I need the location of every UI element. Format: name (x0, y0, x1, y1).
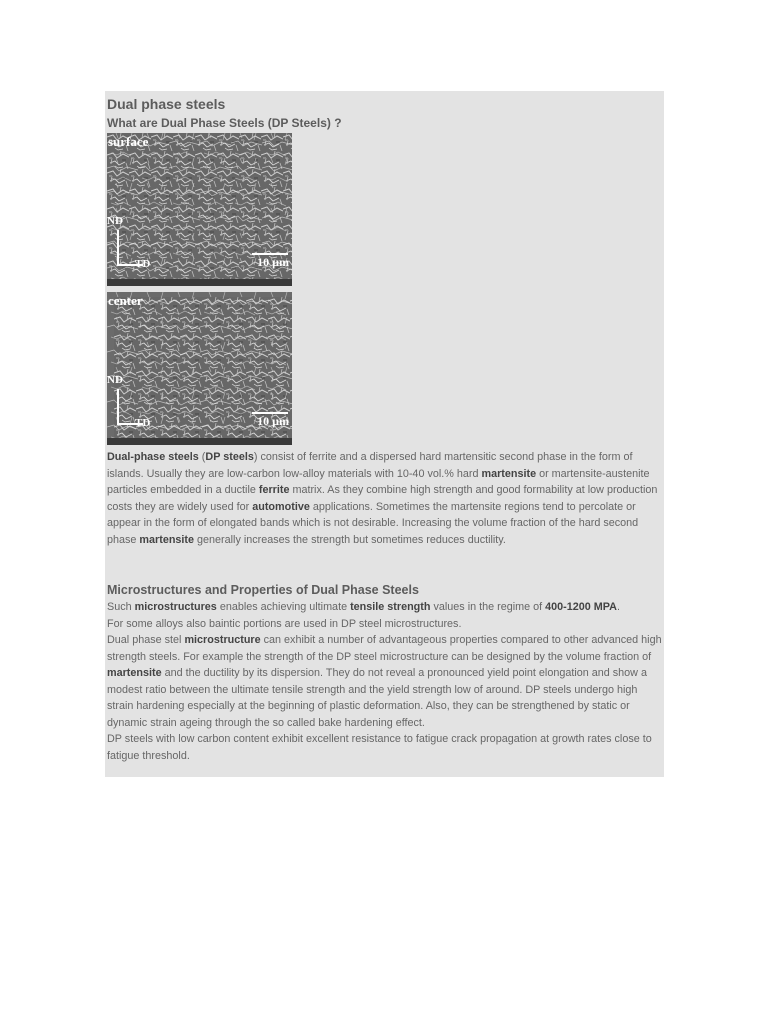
term-martensite: martensite (107, 667, 162, 679)
term-martensite: martensite (481, 467, 537, 480)
micrograph-surface (107, 133, 292, 286)
info-strip (107, 438, 292, 445)
axis-td-label: TD (135, 417, 151, 429)
page-title: Dual phase steels (107, 96, 226, 112)
text-run: can exhibit a number of advantageous properties compared to other advanced high strength steels. For example the strength of the DP steel microstructure can be designed by the volume fraction of (107, 634, 662, 663)
text-run: or martensite-austenite particles embedded in a ductile (107, 467, 650, 496)
section-heading: Microstructures and Properties of Dual Phase Steels (107, 583, 419, 597)
properties-paragraph (107, 599, 663, 764)
intro-paragraph (107, 449, 663, 548)
scale-label: 10 µm (257, 255, 289, 269)
text-run: generally increases the strength but sometimes reduces ductility. (194, 533, 506, 546)
text-run: DP steels with low carbon content exhibit excellent resistance to fatigue crack propagation at growth rates close to fatigue threshold. (107, 733, 652, 762)
text-run: applications. Sometimes the martensite regions tend to percolate or appear in the form of elongated bands which is not desirable. Increasing the volume fraction of the hard second phase (107, 500, 639, 546)
term-automotive: automotive (252, 500, 310, 513)
page-subtitle: What are Dual Phase Steels (DP Steels) ? (107, 116, 342, 130)
text-run: ( (198, 451, 206, 463)
micrograph-tag: center (108, 293, 143, 308)
text-run: Such (107, 601, 135, 613)
axis-arrow-vertical (117, 230, 119, 266)
text-run: and the ductility by its dispersion. They do not reveal a pronounced yield point elongation and show a modest ratio between the ultimate tensile strength and the yield strength low of around. DP steels undergo high strain hardening especially at the beginning of plastic deformation. Also, they can be strengthened by static or dynamic strain ageing through the so called bake hardening effect. (107, 667, 647, 729)
text-run: enables achieving ultimate (216, 601, 351, 613)
axis-nd-label: ND (107, 215, 123, 227)
micrograph-tag: surface (108, 134, 149, 149)
text-run: For some alloys also baintic portions are used in DP steel microstructures. (107, 617, 462, 630)
text-run: values in the regime of (430, 601, 546, 613)
text-run: Dual phase stel (107, 634, 185, 646)
term-ferrite: ferrite (258, 484, 290, 496)
axis-td-label: TD (135, 258, 151, 270)
term-tensile-strength: tensile strength (350, 601, 431, 613)
term-microstructures: microstructures (134, 601, 217, 613)
text-run: matrix. As they combine high strength and good formability at low production costs they are widely used for (107, 484, 658, 513)
term-dp-steels: DP steels (205, 451, 254, 463)
term-martensite: martensite (139, 533, 195, 546)
info-strip (107, 279, 292, 286)
axis-arrow-vertical (117, 389, 119, 425)
axis-nd-label: ND (107, 374, 123, 386)
term-microstructure: microstructure (184, 634, 261, 646)
term-dual-phase-steels: Dual-phase steels (107, 451, 199, 463)
term-strength-range: 400-1200 MPA (545, 601, 617, 613)
text-run: ) consist of ferrite and a dispersed hard martensitic second phase in the form of islands. Usually they are low-carbon low-alloy materials with 10-40 vol.% hard (107, 451, 633, 480)
micrograph-center (107, 292, 292, 445)
text-run: . (616, 601, 620, 613)
scale-label: 10 µm (257, 414, 289, 428)
